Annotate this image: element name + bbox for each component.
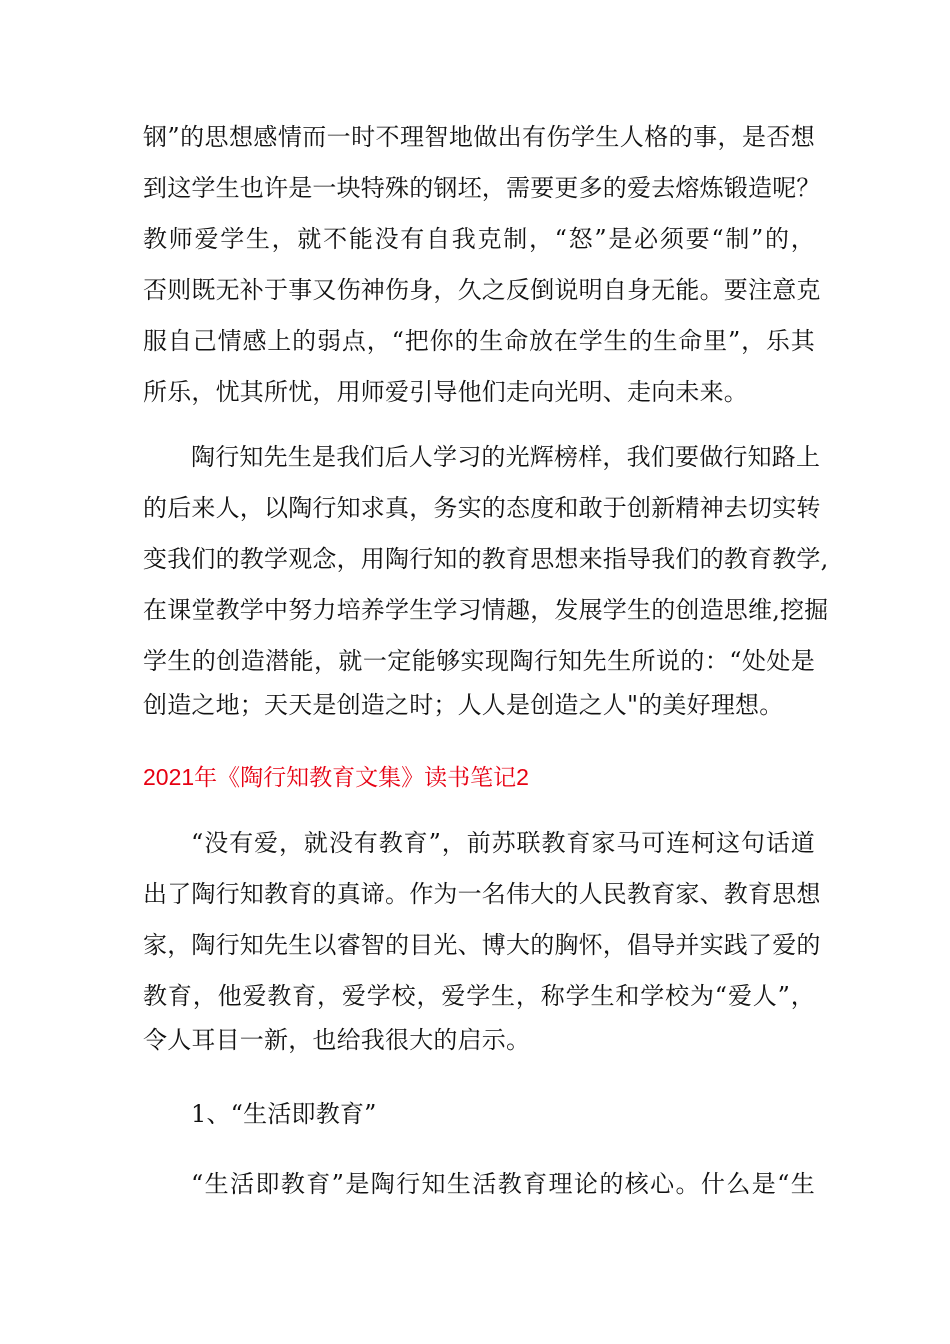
paragraph-line: “没有爱，就没有教育”，前苏联教育家马可连柯这句话道: [191, 829, 815, 857]
section-heading: 2021年《陶行知教育文集》读书笔记2: [143, 764, 529, 790]
paragraph-line: 教师爱学生，就不能没有自我克制，“怒”是必须要“制”的，: [143, 225, 815, 253]
paragraph-line: 的后来人，以陶行知求真，务实的态度和敢于创新精神去切实转: [143, 494, 821, 522]
paragraph-line: 出了陶行知教育的真谛。作为一名伟大的人民教育家、教育思想: [143, 880, 821, 908]
paragraph-line: 到这学生也许是一块特殊的钢坯，需要更多的爱去熔炼锻造呢？: [143, 174, 821, 202]
paragraph-line: 创造之地；天天是创造之时；人人是创造之人"的美好理想。: [143, 691, 784, 719]
paragraph-line: 家，陶行知先生以睿智的目光、博大的胸怀，倡导并实践了爱的: [143, 931, 821, 959]
paragraph-line: 学生的创造潜能，就一定能够实现陶行知先生所说的：“处处是: [143, 647, 815, 675]
paragraph-line: 变我们的教学观念，用陶行知的教育思想来指导我们的教育教学,: [143, 545, 829, 573]
paragraph-line: 否则既无补于事又伤神伤身，久之反倒说明自身无能。要注意克: [143, 276, 821, 304]
paragraph-line: 服自己情感上的弱点，“把你的生命放在学生的生命里”，乐其: [143, 327, 815, 355]
paragraph-line: 教育，他爱教育，爱学校，爱学生，称学生和学校为“爱人”，: [143, 982, 815, 1010]
paragraph-line: “生活即教育”是陶行知生活教育理论的核心。什么是“生: [191, 1170, 815, 1198]
paragraph-line: 在课堂教学中努力培养学生学习情趣，发展学生的创造思维,挖掘: [143, 596, 829, 624]
subheading: 1、“生活即教育”: [191, 1100, 377, 1128]
paragraph-line: 令人耳目一新，也给我很大的启示。: [143, 1026, 531, 1054]
paragraph-line: 钢”的思想感情而一时不理智地做出有伤学生人格的事，是否想: [143, 123, 815, 151]
paragraph-line: 所乐，忧其所忧，用师爱引导他们走向光明、走向未来。: [143, 378, 748, 406]
paragraph-line: 陶行知先生是我们后人学习的光辉榜样，我们要做行知路上: [191, 443, 821, 471]
